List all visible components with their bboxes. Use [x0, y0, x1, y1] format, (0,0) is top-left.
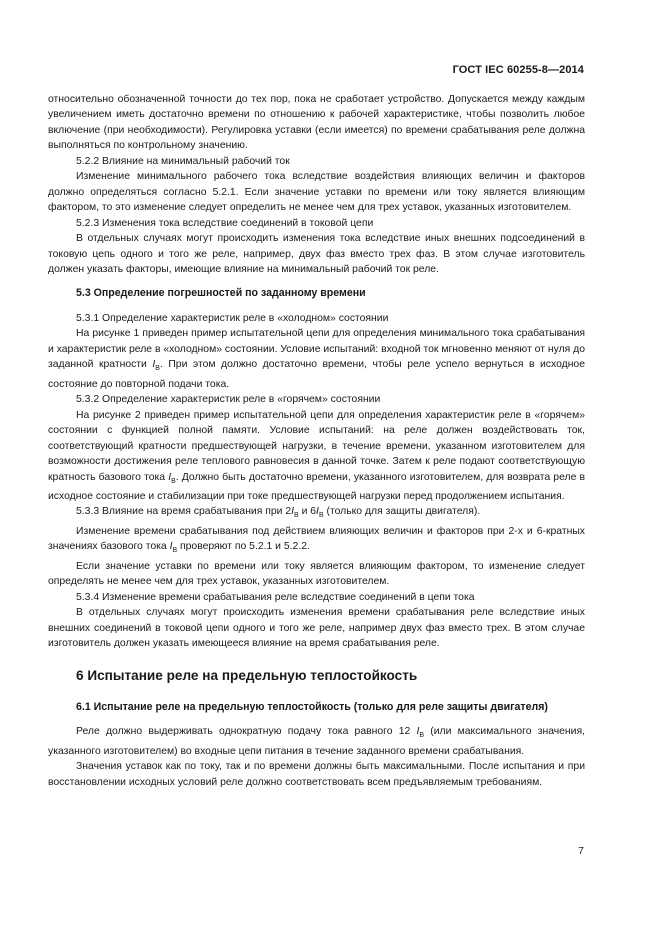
paragraph-continuation: относительно обозначенной точности до тех пор, пока не сработает устройство. Допускается между каждым увеличением иметь достаточно времени по отношению к рабочей характеристике, чтобы позволить любое включение (при необходимости). Регулировка уставки (если имеется) по времени срабатывания реле должна выполняться по контрольному значению. — [48, 94, 585, 152]
section-5-3-heading: 5.3 Определение погрешностей по заданному времени — [76, 287, 366, 300]
section-5-3-3-text: Изменение времени срабатывания под действием влияющих величин и факторов при 2-х и 6-кратных значениях базового тока $I_B$ проверяют по 5.2.1 и 5.2.2. — [48, 526, 585, 555]
section-5-3-3-text-2: Если значение уставки по времени или току является влияющим фактором, то изменение следует определять не менее чем для трех уставок, указанных изготовителем. — [48, 561, 585, 588]
section-5-3-4-title: 5.3.4 Изменение времени срабатывания реле вследствие соединений в цепи тока — [76, 591, 475, 603]
section-5-2-2-text: Изменение минимального рабочего тока вследствие воздействия влияющих величин и факторов должно определяться согласно 5.2.1. Если значение уставки по времени или току является влияющим фактором, то это изменение следует определить не менее чем для трех уставок, указанных изготовителем. — [48, 171, 585, 214]
section-5-3-3-title: 5.3.3 Влияние на время срабатывания при $2I_B$ и $6I_B$ (только для защиты двигателя). — [76, 506, 481, 520]
section-5-3-4-text: В отдельных случаях могут происходить изменения времени срабатывания реле вследствие иных внешних соединений в токовой цепи одного и того же реле, например двух фаз вместо трех. В этом случае изготовитель должен указать имеющееся влияние на время срабатывания реле. — [48, 607, 585, 650]
section-5-2-3-text: В отдельных случаях могут происходить изменения тока вследствие иных внешних подсоединений в токовую цепь одного и того же реле, например, двух фаз вместо трех фаз. В этом случае изготовитель должен указать факторы, имеющие влияние на минимальный рабочий ток реле. — [48, 233, 585, 275]
section-5-2-3-title: 5.2.3 Изменения тока вследствие соединений в токовой цепи — [76, 217, 374, 229]
section-5-3-2-text: На рисунке 2 приведен пример испытательной цепи для определения характеристик реле в «горячем» состоянии с функцией полной памяти. Условие испытаний: на реле должен воздействовать ток, соответствующий кратности предшествующей нагрузки, в течение времени, указанном изготовителем для возможности достижения реле теплового равновесия в данной точке. Затем к реле подают соответствующую кратность базового тока $I_B$. Должно быть достаточно времени, указанного изготовителем, для возврата реле в исходное состояние и стабилизации при токе предшествующей нагрузки перед продолжением испытания. — [48, 409, 586, 503]
section-5-3-1-text: На рисунке 1 приведен пример испытательной цепи для определения минимального тока срабатывания и характеристик реле в «холодном» состоянии. Условие испытаний: входной ток мгновенно меняют от нуля до заданной кратности $I_B$. При этом должно достаточно времени, чтобы реле успело вернуться в исходное состояние до повторной подачи тока. — [48, 328, 585, 390]
page-body — [48, 92, 585, 790]
section-5-2-2-title: 5.2.2 Влияние на минимальный рабочий ток — [76, 155, 290, 167]
section-6-1-text-2: Значения уставок как по току, так и по времени должны быть максимальными. После испытания и при восстановлении исходных условий реле должно соответствовать всем предъявляемым требованиям. — [48, 761, 585, 788]
page-number: 7 — [578, 845, 584, 857]
section-5-3-2-title: 5.3.2 Определение характеристик реле в «горячем» состоянии — [76, 394, 381, 406]
section-6-heading: 6 Испытание реле на предельную теплостойкость — [76, 667, 418, 683]
section-5-3-1-title: 5.3.1 Определение характеристик реле в «холодном» состоянии — [76, 312, 389, 324]
section-6-1-heading: 6.1 Испытание реле на предельную теплостойкость (только для реле защиты двигателя) — [76, 700, 548, 713]
standard-header: ГОСТ IEC 60255-8—2014 — [452, 64, 584, 76]
section-6-1-text: Реле должно выдерживать однократную подачу тока равного 12 $I_B$ (или максимального значения, указанного изготовителем) во входные цепи питания в течение заданного времени срабатывания. — [48, 726, 585, 757]
